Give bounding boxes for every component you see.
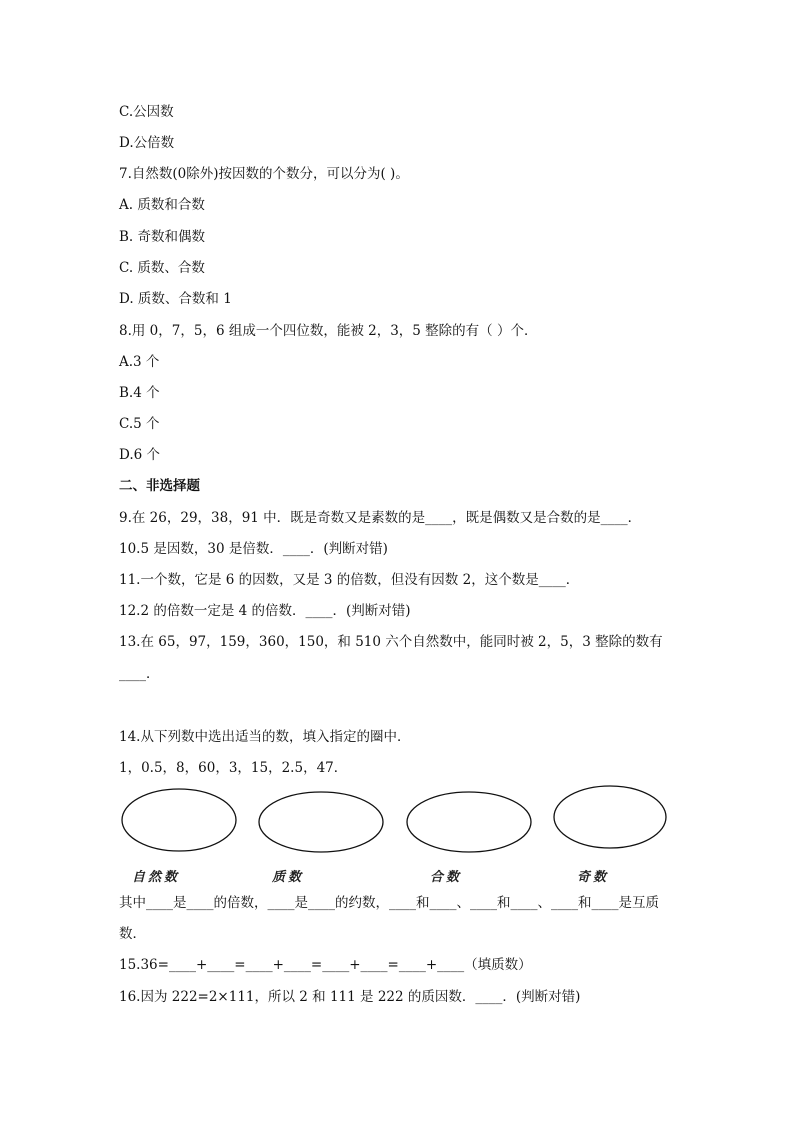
- odd-number-label: 奇数: [577, 870, 610, 885]
- prime-number-label: 质数: [272, 870, 305, 885]
- question-12: 12.2 的倍数一定是 4 的倍数．____．(判断对错): [119, 603, 411, 619]
- q8-option-a: A.3 个: [119, 354, 160, 370]
- prime-number-circle: [259, 792, 383, 852]
- question-14-fill-end: 数．: [119, 926, 146, 942]
- q7-option-a: A. 质数和合数: [119, 197, 205, 213]
- q8-option-c: C.5 个: [119, 416, 160, 432]
- q7-option-c: C. 质数、合数: [119, 260, 205, 276]
- q8-option-b: B.4 个: [119, 385, 160, 401]
- question-16: 16.因为 222=2×111，所以 2 和 111 是 222 的质因数．____．(判断对错): [119, 989, 581, 1005]
- composite-number-circle: [407, 792, 531, 852]
- question-7: 7.自然数(0除外)按因数的个数分，可以分为( )。: [119, 166, 409, 182]
- question-14-fill: 其中____是____的倍数，____是____的约数，____和____、____和____、____和____是互质: [119, 895, 659, 911]
- section-heading: 二、非选择题: [119, 478, 200, 494]
- classification-circles: [119, 782, 679, 862]
- question-14-numbers: 1，0.5，8，60，3，15，2.5，47．: [119, 760, 348, 776]
- q7-option-d: D. 质数、合数和 1: [119, 291, 232, 307]
- question-14: 14.从下列数中选出适当的数，填入指定的圈中．: [119, 729, 411, 745]
- question-8: 8.用 0，7，5，6 组成一个四位数，能被 2，3，5 整除的有（ ）个．: [119, 323, 538, 339]
- q8-option-d: D.6 个: [119, 447, 161, 463]
- composite-number-label: 合数: [430, 870, 463, 885]
- question-13: 13.在 65，97，159，360，150，和 510 六个自然数中，能同时被 2，5，3 整除的数有: [119, 634, 663, 650]
- question-10: 10.5 是因数，30 是倍数．____．(判断对错): [119, 541, 388, 557]
- question-9: 9.在 26，29，38，91 中．既是奇数又是素数的是____，既是偶数又是合数的是____．: [119, 510, 642, 526]
- natural-number-label: 自然数: [132, 870, 181, 885]
- question-15: 15.36=____+____=____+____=____+____=____+____（填质数）: [119, 957, 532, 973]
- option-c-common-factor: C.公因数: [119, 104, 174, 120]
- natural-number-circle: [122, 789, 236, 851]
- option-d-common-multiple: D.公倍数: [119, 135, 175, 151]
- q7-option-b: B. 奇数和偶数: [119, 229, 206, 245]
- odd-number-circle: [554, 786, 666, 848]
- question-11: 11.一个数，它是 6 的因数，又是 3 的倍数，但没有因数 2，这个数是____．: [119, 572, 580, 588]
- question-13-blank: ____．: [119, 666, 160, 682]
